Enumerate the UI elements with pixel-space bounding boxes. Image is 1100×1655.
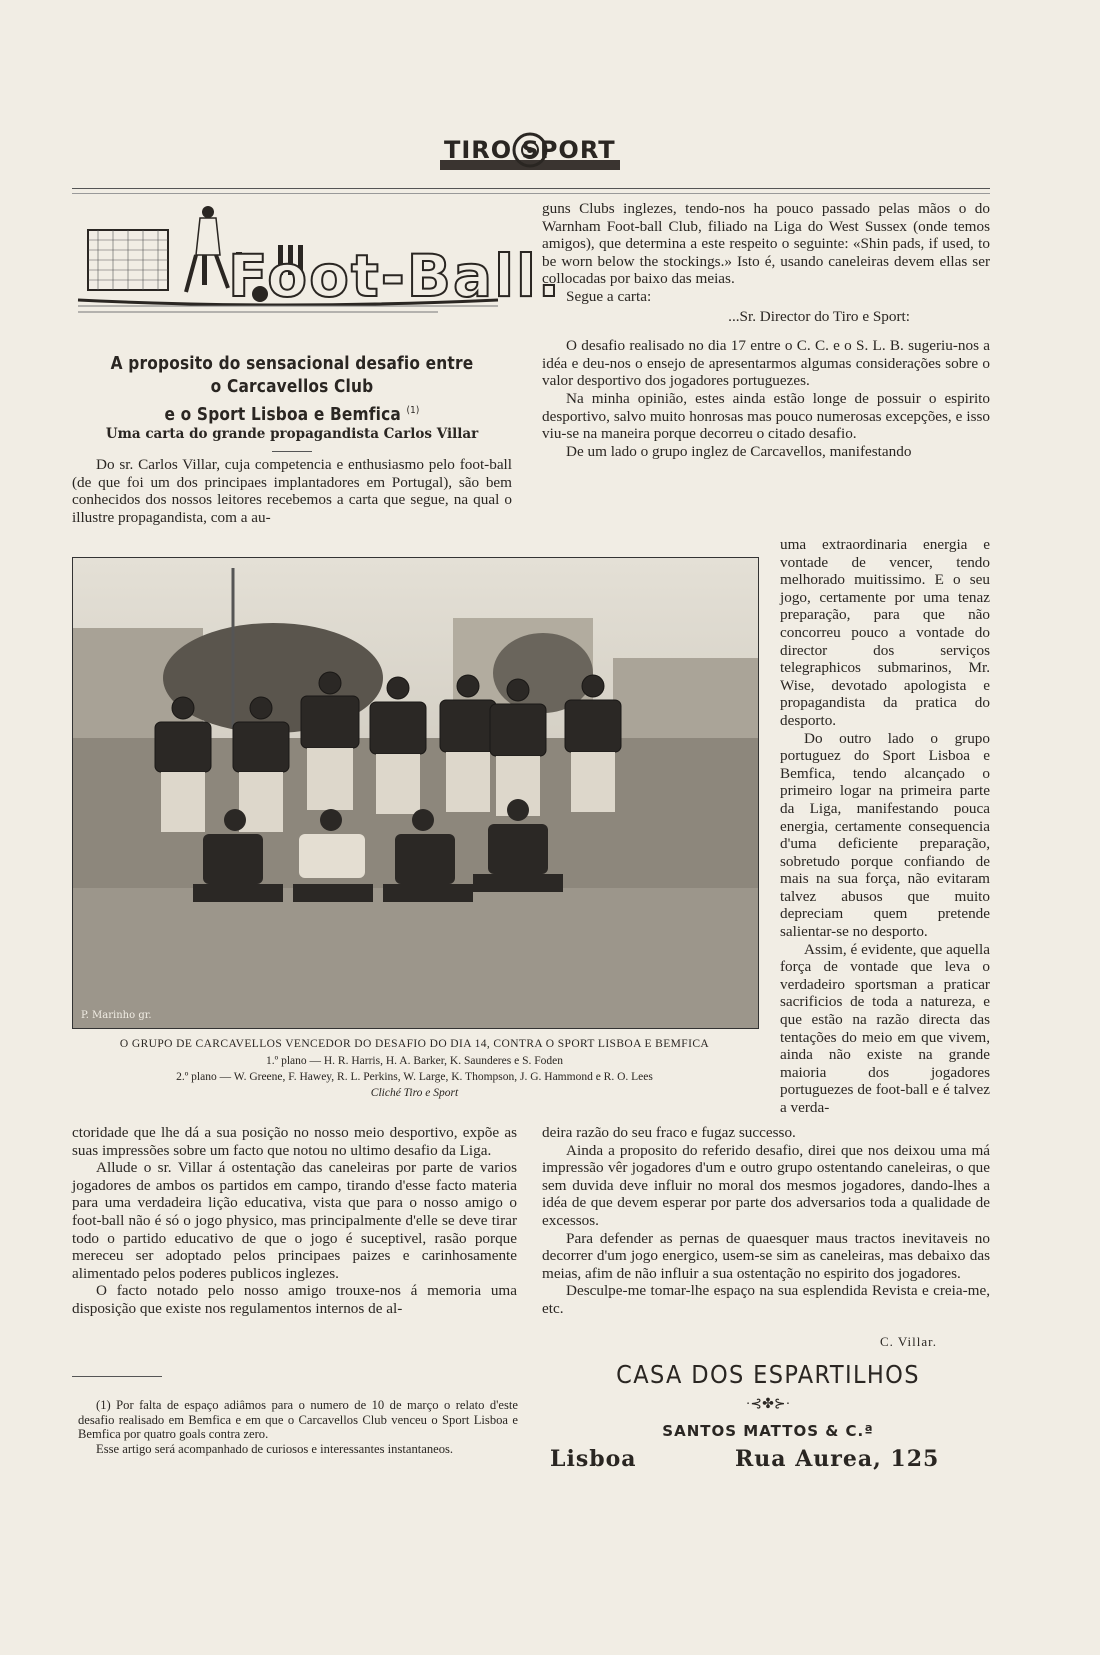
- letter-paragraph-3-rest: uma extraordinaria energia e vontade de vencer, tendo melhorado muitissimo. E o seu jogo, certamente por uma tenaz preparação, para que não concorreu pouco a vontade do director dos serviços telegraphicos submarinos, Mr. Wise, devotado apologista e propagandista da pratica do desporto.: [780, 536, 990, 729]
- left-column-bottom: [72, 1124, 517, 1318]
- headline-footnote-ref: (1): [406, 405, 420, 416]
- letter-salutation: ...Sr. Director do Tiro e Sport:: [728, 307, 910, 325]
- right-paragraph-2: Segue a carta:: [566, 287, 652, 305]
- photo-engraver-signature: P. Marinho gr.: [81, 1010, 152, 1021]
- team-photo: [72, 557, 759, 1029]
- footnote: [78, 1398, 518, 1456]
- headline-line-1: A proposito do sensacional desafio entre o Carcavellos Club: [110, 354, 474, 397]
- advert-city: Lisboa: [550, 1446, 637, 1472]
- article-headline: [104, 353, 481, 427]
- photo-caption-credit: Cliché Tiro e Sport: [370, 1087, 459, 1099]
- footnote-rule: [72, 1376, 162, 1377]
- footnote-paragraph-1: (1) Por falta de espaço adiâmos para o numero de 10 de março o relato d'este desafio realisado em Bemfica e em que o Carcavellos Club venceu o Sport Lisboa e Bemfica por quatro goals contra zero.: [78, 1398, 518, 1441]
- masthead-title: TIRO SPORT: [444, 136, 616, 164]
- advert-company: SANTOS MATTOS & C.ª: [662, 1422, 874, 1440]
- football-banner-illustration: [78, 200, 562, 340]
- subhead-rule: [272, 451, 312, 452]
- photo-caption-title: O GRUPO DE CARCAVELLOS VENCEDOR DO DESAFIO DO DIA 14, CONTRA O SPORT LISBOA E BEMFICA: [119, 1038, 710, 1050]
- football-banner: [78, 200, 562, 340]
- masthead-logo: [440, 130, 620, 176]
- letter-paragraph-1: O desafio realisado no dia 17 entre o C. C. e o S. L. B. sugeriu-nos a idéa e deu-nos o ensejo de apresentarmos algumas considerações sobre o valor desportivo dos jogadores portuguezes.: [542, 337, 990, 390]
- photo-caption-back-row: 2.º plano — W. Greene, F. Hawey, R. L. Perkins, W. Large, K. Thompson, J. G. Hammond e R. O. Lees: [176, 1071, 653, 1083]
- letter-paragraph-2: Na minha opinião, estes ainda estão longe de possuir o espirito desportivo, salvo muito honrosas mas pouco numerosas excepções, e isso viu-se na maneira porque decorreu o citado desafio.: [542, 389, 990, 443]
- advert-ornament: ·⊰✤⊱·: [745, 1397, 791, 1412]
- letter-paragraph-3-lead: De um lado o grupo inglez de Carcavellos, manifestando: [566, 442, 912, 460]
- left-bottom-paragraph-2: Allude o sr. Villar á ostentação das caneleiras por parte de varios jogadores de ambos os partidos em campo, tirando d'esse facto materia para uma verdadeira lição educativa, vista que para o nosso amigo o foot-ball não é só o jogo physico, mas principalmente d'elle se deve tirar todo o partido educativo de que o jogo é suceptivel, rasão porque mereceu ser adoptado pelos principaes paizes e carinhosamente alimentado pelos poderes publicos inglezes.: [72, 1159, 517, 1282]
- right-paragraph-1: guns Clubs inglezes, tendo-nos ha pouco passado pelas mãos o do Warnham Foot-ball Club, filiado na Liga do West Sussex (onde temos amigos), que determina a este respeito o seguinte: «Shin pads, if used, to be worn below the stockings.» Isto é, usando caneleiras devem ellas ser collocadas por baixo das meias.: [542, 200, 990, 288]
- right-bottom-paragraph-1: deira razão do seu fraco e fugaz successo.: [542, 1124, 796, 1141]
- letter-paragraph-4: Do outro lado o grupo portuguez do Sport Lisboa e Bemfica, tendo alcançado o primeiro logar na primeira parte da Liga, manifestando pouca energia, certamente consequencia d'uma deficiente preparação, sobretudo porque confiando de mais na sua força, não evitaram talvez abusos que muito depreciam quem pretende salientar-se no desporto.: [780, 729, 990, 941]
- left-bottom-paragraph-1: ctoridade que lhe dá a sua posição no nosso meio desportivo, expõe as suas impressões sobre um facto que notou no ultimo desafio da Liga.: [72, 1124, 517, 1159]
- right-column-bottom: [542, 1124, 990, 1318]
- intro-column: [72, 456, 512, 526]
- letter-signature: C. Villar.: [880, 1334, 938, 1349]
- intro-paragraph: Do sr. Carlos Villar, cuja competencia e enthusiasmo pelo foot-ball (de que foi um dos principaes implantadores em Portugal), são bem conhecidos dos nossos leitores recebemos a carta que segue, na qual o illustre propagandista, com a au-: [72, 456, 512, 526]
- photo-caption-front-row: 1.º plano — H. R. Harris, H. A. Barker, K. Saunderes e S. Foden: [266, 1055, 563, 1067]
- right-column-top: [542, 200, 990, 460]
- right-bottom-paragraph-3: Para defender as pernas de quaesquer maus tractos inevitaveis no decorrer d'um jogo energico, usem-se sim as caneleiras, mas debaixo das meias, afim de não influir a sua ostentação no espirito dos jogadores.: [542, 1229, 990, 1282]
- headline-line-2: e o Sport Lisboa e Bemfica $^{(1)}$: [164, 404, 420, 425]
- advert-title: CASA DOS ESPARTILHOS: [616, 1360, 920, 1389]
- article-subhead: Uma carta do grande propagandista Carlos Villar: [105, 426, 479, 442]
- team-photo-image: [73, 558, 758, 1028]
- masthead: [440, 130, 620, 176]
- footnote-paragraph-2: Esse artigo será acompanhado de curiosos e interessantes instantaneos.: [96, 1441, 454, 1456]
- letter-paragraph-5: Assim, é evidente, que aquella força de vontade que leva o verdadeiro sportsman a praticar sacrificios de toda a natureza, e que estão na razão directa das tentações do meio em que vivem, ainda não existe na grande maioria dos jogadores portuguezes de foot-ball e é talvez a verda-: [780, 940, 990, 1116]
- top-rule-thin: [72, 193, 990, 194]
- right-bottom-paragraph-2: Ainda a proposito do referido desafio, direi que nos deixou uma má impressão vêr jogadores d'um e outro grupo ostentando caneleiras, o que sem duvida deve influir no moral dos mesmos jogadores, dando-lhes a idéa de que devem esperar por parte dos adversarios toda a qualidade de excessos.: [542, 1141, 990, 1229]
- left-bottom-paragraph-3: O facto notado pelo nosso amigo trouxe-nos á memoria uma disposição que existe nos regulamentos internos de al-: [72, 1282, 517, 1317]
- narrow-right-column: [780, 536, 990, 1117]
- advert-street: Rua Aurea, 125: [735, 1446, 940, 1472]
- top-rule: [72, 188, 990, 189]
- right-bottom-paragraph-4: Desculpe-me tomar-lhe espaço na sua esplendida Revista e creia-me, etc.: [542, 1282, 990, 1317]
- banner-title: Foot-Ball.: [228, 242, 562, 310]
